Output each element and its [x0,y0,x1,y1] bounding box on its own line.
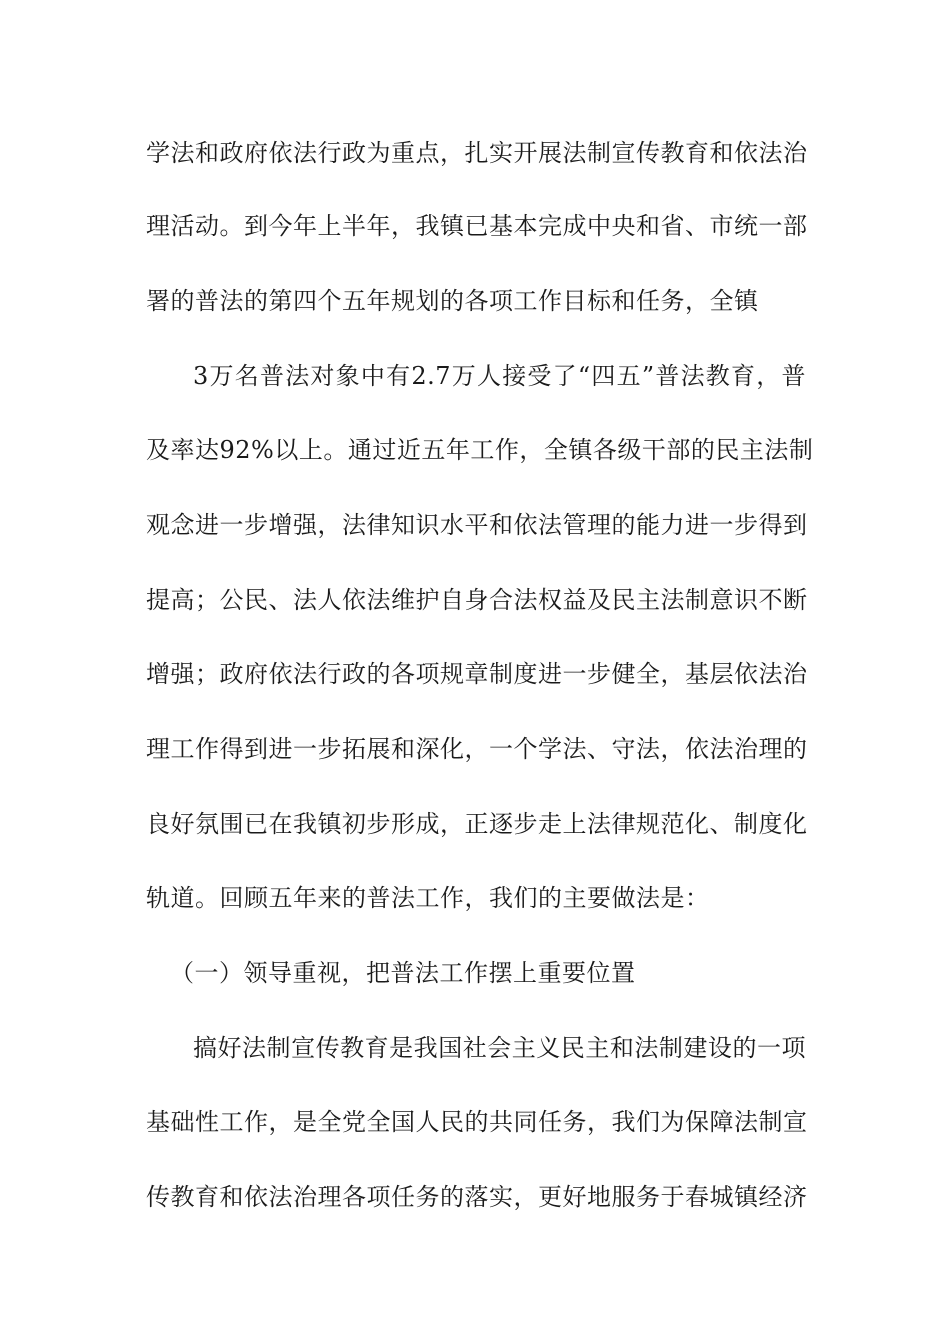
text-line: 传教育和依法治理各项任务的落实，更好地服务于春城镇经济 [146,1183,808,1211]
text-line: 理活动。到今年上半年，我镇已基本完成中央和省、市统一部 [146,212,808,240]
text-line: 增强；政府依法行政的各项规章制度进一步健全，基层依法治 [146,660,808,688]
text-line: 学法和政府依法行政为重点，扎实开展法制宣传教育和依法治 [146,139,808,167]
text-line: 3万名普法对象中有2.7万人接受了“四五”普法教育，普 [193,362,806,390]
text-line: 提高；公民、法人依法维护自身合法权益及民主法制意识不断 [146,586,808,614]
text-line: 搞好法制宣传教育是我国社会主义民主和法制建设的一项 [193,1034,806,1062]
text-line: 良好氛围已在我镇初步形成，正逐步走上法律规范化、制度化 [146,810,808,838]
text-line: 及率达92%以上。通过近五年工作，全镇各级干部的民主法制 [146,436,814,464]
text-line: 观念进一步增强，法律知识水平和依法管理的能力进一步得到 [146,511,808,539]
text-line: 理工作得到进一步拓展和深化，一个学法、守法，依法治理的 [146,735,808,763]
section-heading: （一）领导重视，把普法工作摆上重要位置 [170,959,636,987]
text-line: 轨道。回顾五年来的普法工作，我们的主要做法是： [146,884,710,912]
text-line: 署的普法的第四个五年规划的各项工作目标和任务，全镇 [146,287,759,315]
text-line: 基础性工作，是全党全国人民的共同任务，我们为保障法制宣 [146,1108,808,1136]
